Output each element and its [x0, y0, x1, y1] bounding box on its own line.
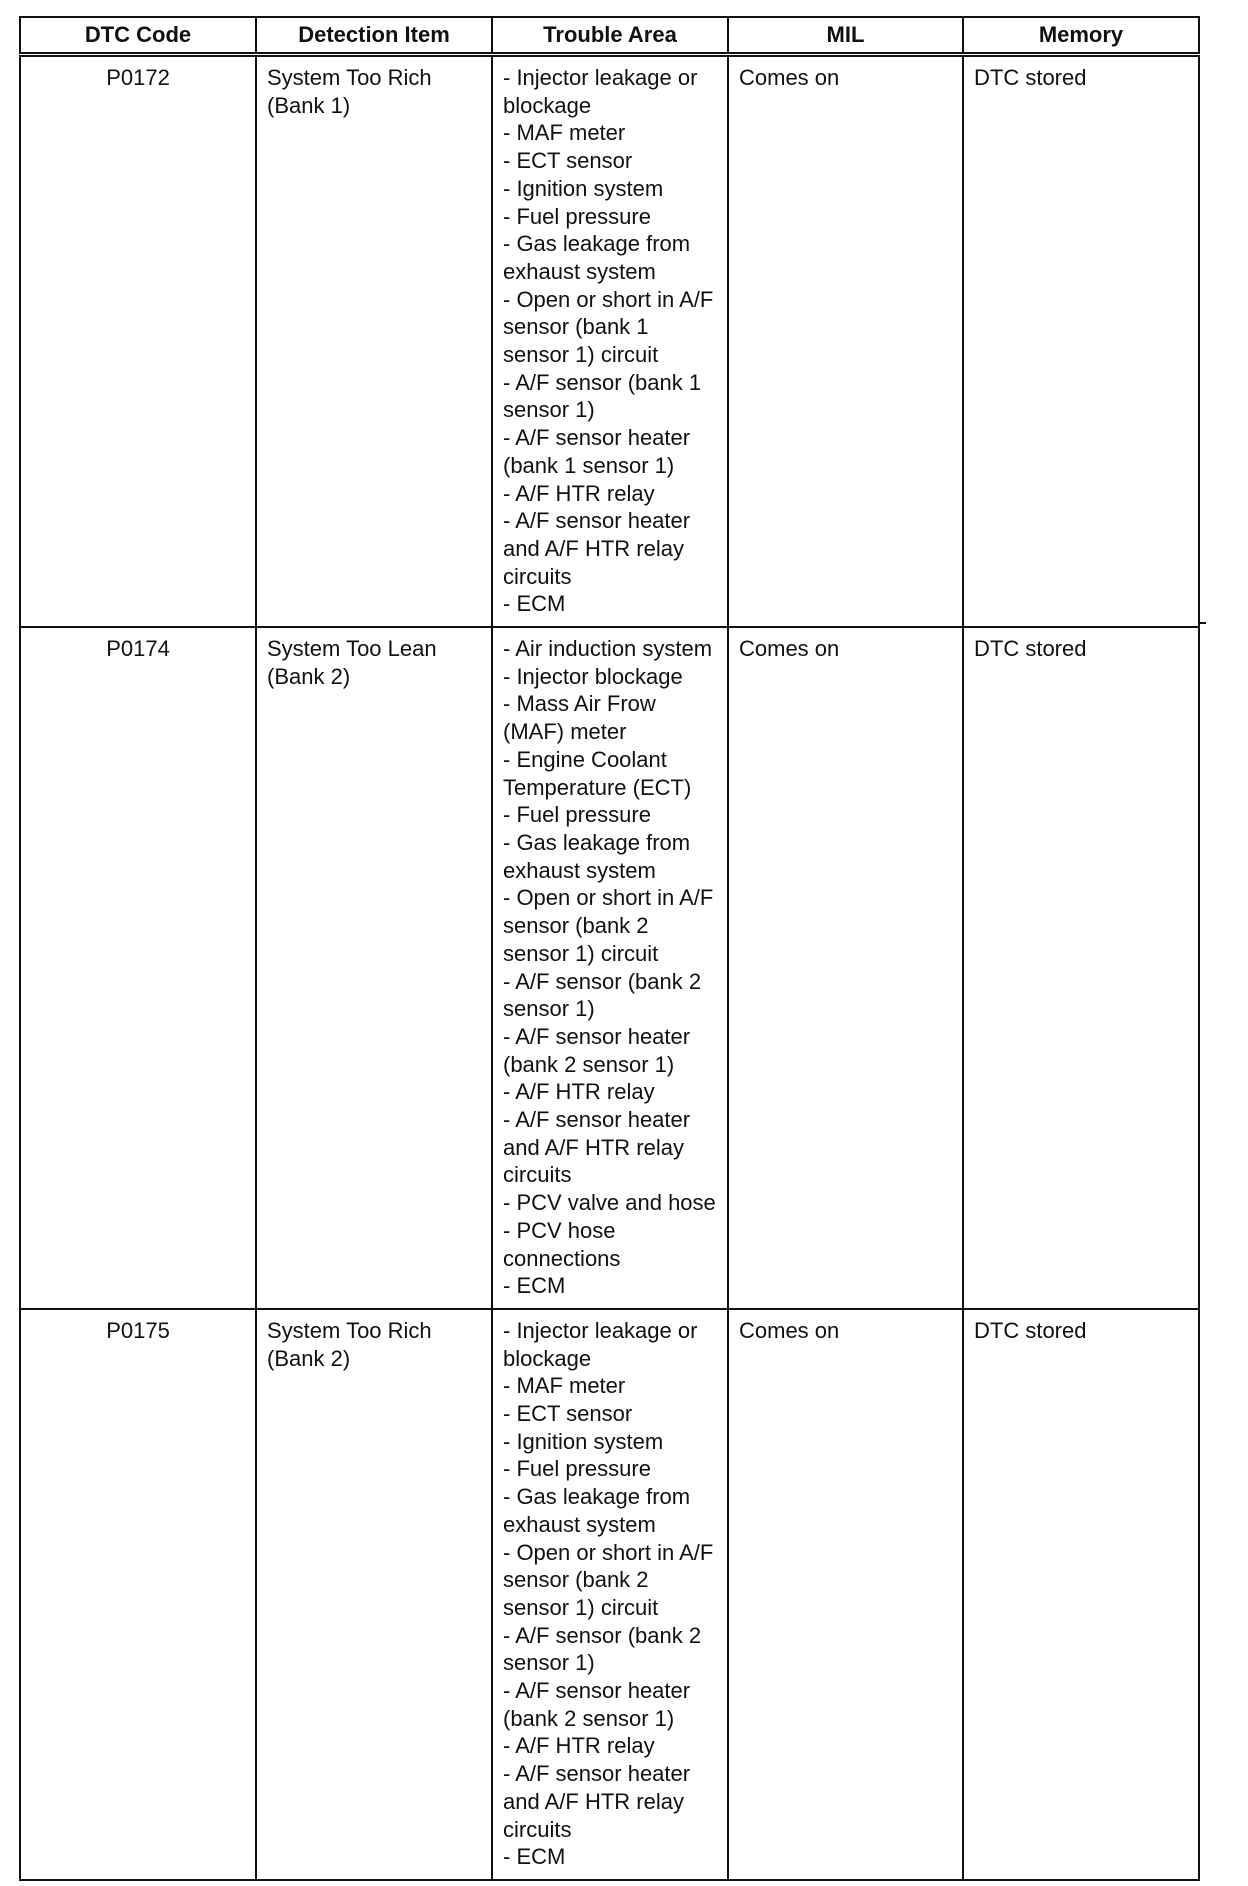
trouble-area-line: - Gas leakage from — [503, 231, 691, 257]
trouble-area-line: and A/F HTR relay — [503, 1134, 684, 1160]
trouble-area-line: exhaust system — [503, 1511, 656, 1537]
mil-cell: Comes on — [728, 55, 963, 628]
trouble-area-line: - A/F HTR relay — [503, 480, 655, 506]
header-dtc-code: DTC Code — [20, 17, 256, 55]
trouble-area-line: - Ignition system — [503, 1428, 664, 1454]
detection-item-cell — [256, 55, 492, 628]
table-edge-tick — [1198, 622, 1206, 624]
trouble-area-line: - Ignition system — [503, 175, 664, 201]
trouble-area-line: connections — [503, 1245, 621, 1271]
trouble-area-line: (bank 1 sensor 1) — [503, 452, 675, 478]
trouble-area-line: Temperature (ECT) — [503, 774, 692, 800]
detection-item-line: (Bank 2) — [267, 1345, 351, 1371]
trouble-area-line: - A/F sensor heater — [503, 1761, 691, 1787]
trouble-area-line: - Gas leakage from — [503, 1484, 691, 1510]
trouble-area-line: - Mass Air Frow — [503, 691, 656, 717]
detection-item-line: System Too Lean — [267, 636, 437, 662]
trouble-area-line: sensor (bank 1 — [503, 314, 649, 340]
table-header — [20, 17, 1199, 55]
trouble-area-line: sensor 1) — [503, 1650, 595, 1676]
header-memory: Memory — [963, 17, 1199, 55]
detection-item-line: System Too Rich — [267, 1317, 432, 1343]
memory-cell: DTC stored — [963, 627, 1199, 1309]
trouble-area-line: (MAF) meter — [503, 719, 627, 745]
trouble-area-line: blockage — [503, 1345, 592, 1371]
trouble-area-line: - A/F sensor heater — [503, 1107, 691, 1133]
trouble-area-line: and A/F HTR relay — [503, 535, 684, 561]
trouble-area-line: circuits — [503, 563, 572, 589]
trouble-area-line: exhaust system — [503, 258, 656, 284]
mil-cell: Comes on — [728, 627, 963, 1309]
trouble-area-line: - MAF meter — [503, 1373, 626, 1399]
trouble-area-line: - ECT sensor — [503, 1401, 633, 1427]
header-detection-item: Detection Item — [256, 17, 492, 55]
dtc-code-cell: P0174 — [20, 627, 256, 1309]
trouble-area-line: - Fuel pressure — [503, 203, 651, 229]
table-row — [20, 627, 1199, 1309]
trouble-area-line: - A/F sensor heater — [503, 1678, 691, 1704]
trouble-area-line: - A/F HTR relay — [503, 1733, 655, 1759]
trouble-area-line: blockage — [503, 92, 592, 118]
trouble-area-line: - A/F sensor heater — [503, 1023, 691, 1049]
header-mil: MIL — [728, 17, 963, 55]
trouble-area-line: - A/F sensor (bank 2 — [503, 968, 702, 994]
detection-item-cell — [256, 1309, 492, 1880]
memory-cell: DTC stored — [963, 55, 1199, 628]
dtc-code-cell: P0175 — [20, 1309, 256, 1880]
trouble-area-line: - ECM — [503, 591, 566, 617]
detection-item-cell — [256, 627, 492, 1309]
trouble-area-line: - Engine Coolant — [503, 746, 667, 772]
trouble-area-line: - Injector leakage or — [503, 65, 698, 90]
table-row — [20, 1309, 1199, 1880]
trouble-area-line: sensor 1) circuit — [503, 940, 659, 966]
trouble-area-line: - Fuel pressure — [503, 1456, 651, 1482]
mil-cell: Comes on — [728, 1309, 963, 1880]
trouble-area-line: - PCV valve and hose — [503, 1190, 716, 1216]
trouble-area-line: and A/F HTR relay — [503, 1788, 684, 1814]
trouble-area-line: - Open or short in A/F — [503, 1539, 714, 1565]
trouble-area-cell — [492, 1309, 728, 1880]
trouble-area-line: circuits — [503, 1816, 572, 1842]
memory-cell: DTC stored — [963, 1309, 1199, 1880]
trouble-area-line: sensor 1) — [503, 397, 595, 423]
trouble-area-line: - A/F HTR relay — [503, 1079, 655, 1105]
trouble-area-line: sensor 1) circuit — [503, 1594, 659, 1620]
trouble-area-line: - A/F sensor heater — [503, 508, 691, 534]
trouble-area-line: - ECM — [503, 1844, 566, 1870]
header-row — [20, 17, 1199, 55]
trouble-area-line: sensor (bank 2 — [503, 913, 649, 939]
trouble-area-cell — [492, 55, 728, 628]
header-trouble-area: Trouble Area — [492, 17, 728, 55]
trouble-area-line: - A/F sensor heater — [503, 425, 691, 451]
trouble-area-line: exhaust system — [503, 857, 656, 883]
table-row — [20, 55, 1199, 628]
table-body — [20, 55, 1199, 1881]
trouble-area-line: - ECT sensor — [503, 148, 633, 174]
dtc-code-cell: P0172 — [20, 55, 256, 628]
trouble-area-line: - Open or short in A/F — [503, 286, 714, 312]
trouble-area-line: - Open or short in A/F — [503, 885, 714, 911]
trouble-area-line: (bank 2 sensor 1) — [503, 1051, 675, 1077]
trouble-area-line: - Injector leakage or — [503, 1317, 698, 1343]
trouble-area-line: - Injector blockage — [503, 663, 683, 689]
detection-item-line: (Bank 2) — [267, 663, 351, 689]
trouble-area-line: sensor 1) — [503, 996, 595, 1022]
trouble-area-line: sensor (bank 2 — [503, 1567, 649, 1593]
trouble-area-line: - Air induction system — [503, 636, 713, 662]
trouble-area-line: - Gas leakage from — [503, 829, 691, 855]
detection-item-line: (Bank 1) — [267, 92, 351, 118]
trouble-area-line: - ECM — [503, 1273, 566, 1299]
trouble-area-line: - MAF meter — [503, 120, 626, 146]
trouble-area-line: - PCV hose — [503, 1217, 616, 1243]
trouble-area-line: (bank 2 sensor 1) — [503, 1705, 675, 1731]
trouble-area-line: - Fuel pressure — [503, 802, 651, 828]
trouble-area-line: circuits — [503, 1162, 572, 1188]
dtc-table — [19, 16, 1200, 1881]
trouble-area-line: sensor 1) circuit — [503, 342, 659, 368]
trouble-area-line: - A/F sensor (bank 1 — [503, 369, 702, 395]
trouble-area-line: - A/F sensor (bank 2 — [503, 1622, 702, 1648]
trouble-area-cell — [492, 627, 728, 1309]
detection-item-line: System Too Rich — [267, 65, 432, 90]
